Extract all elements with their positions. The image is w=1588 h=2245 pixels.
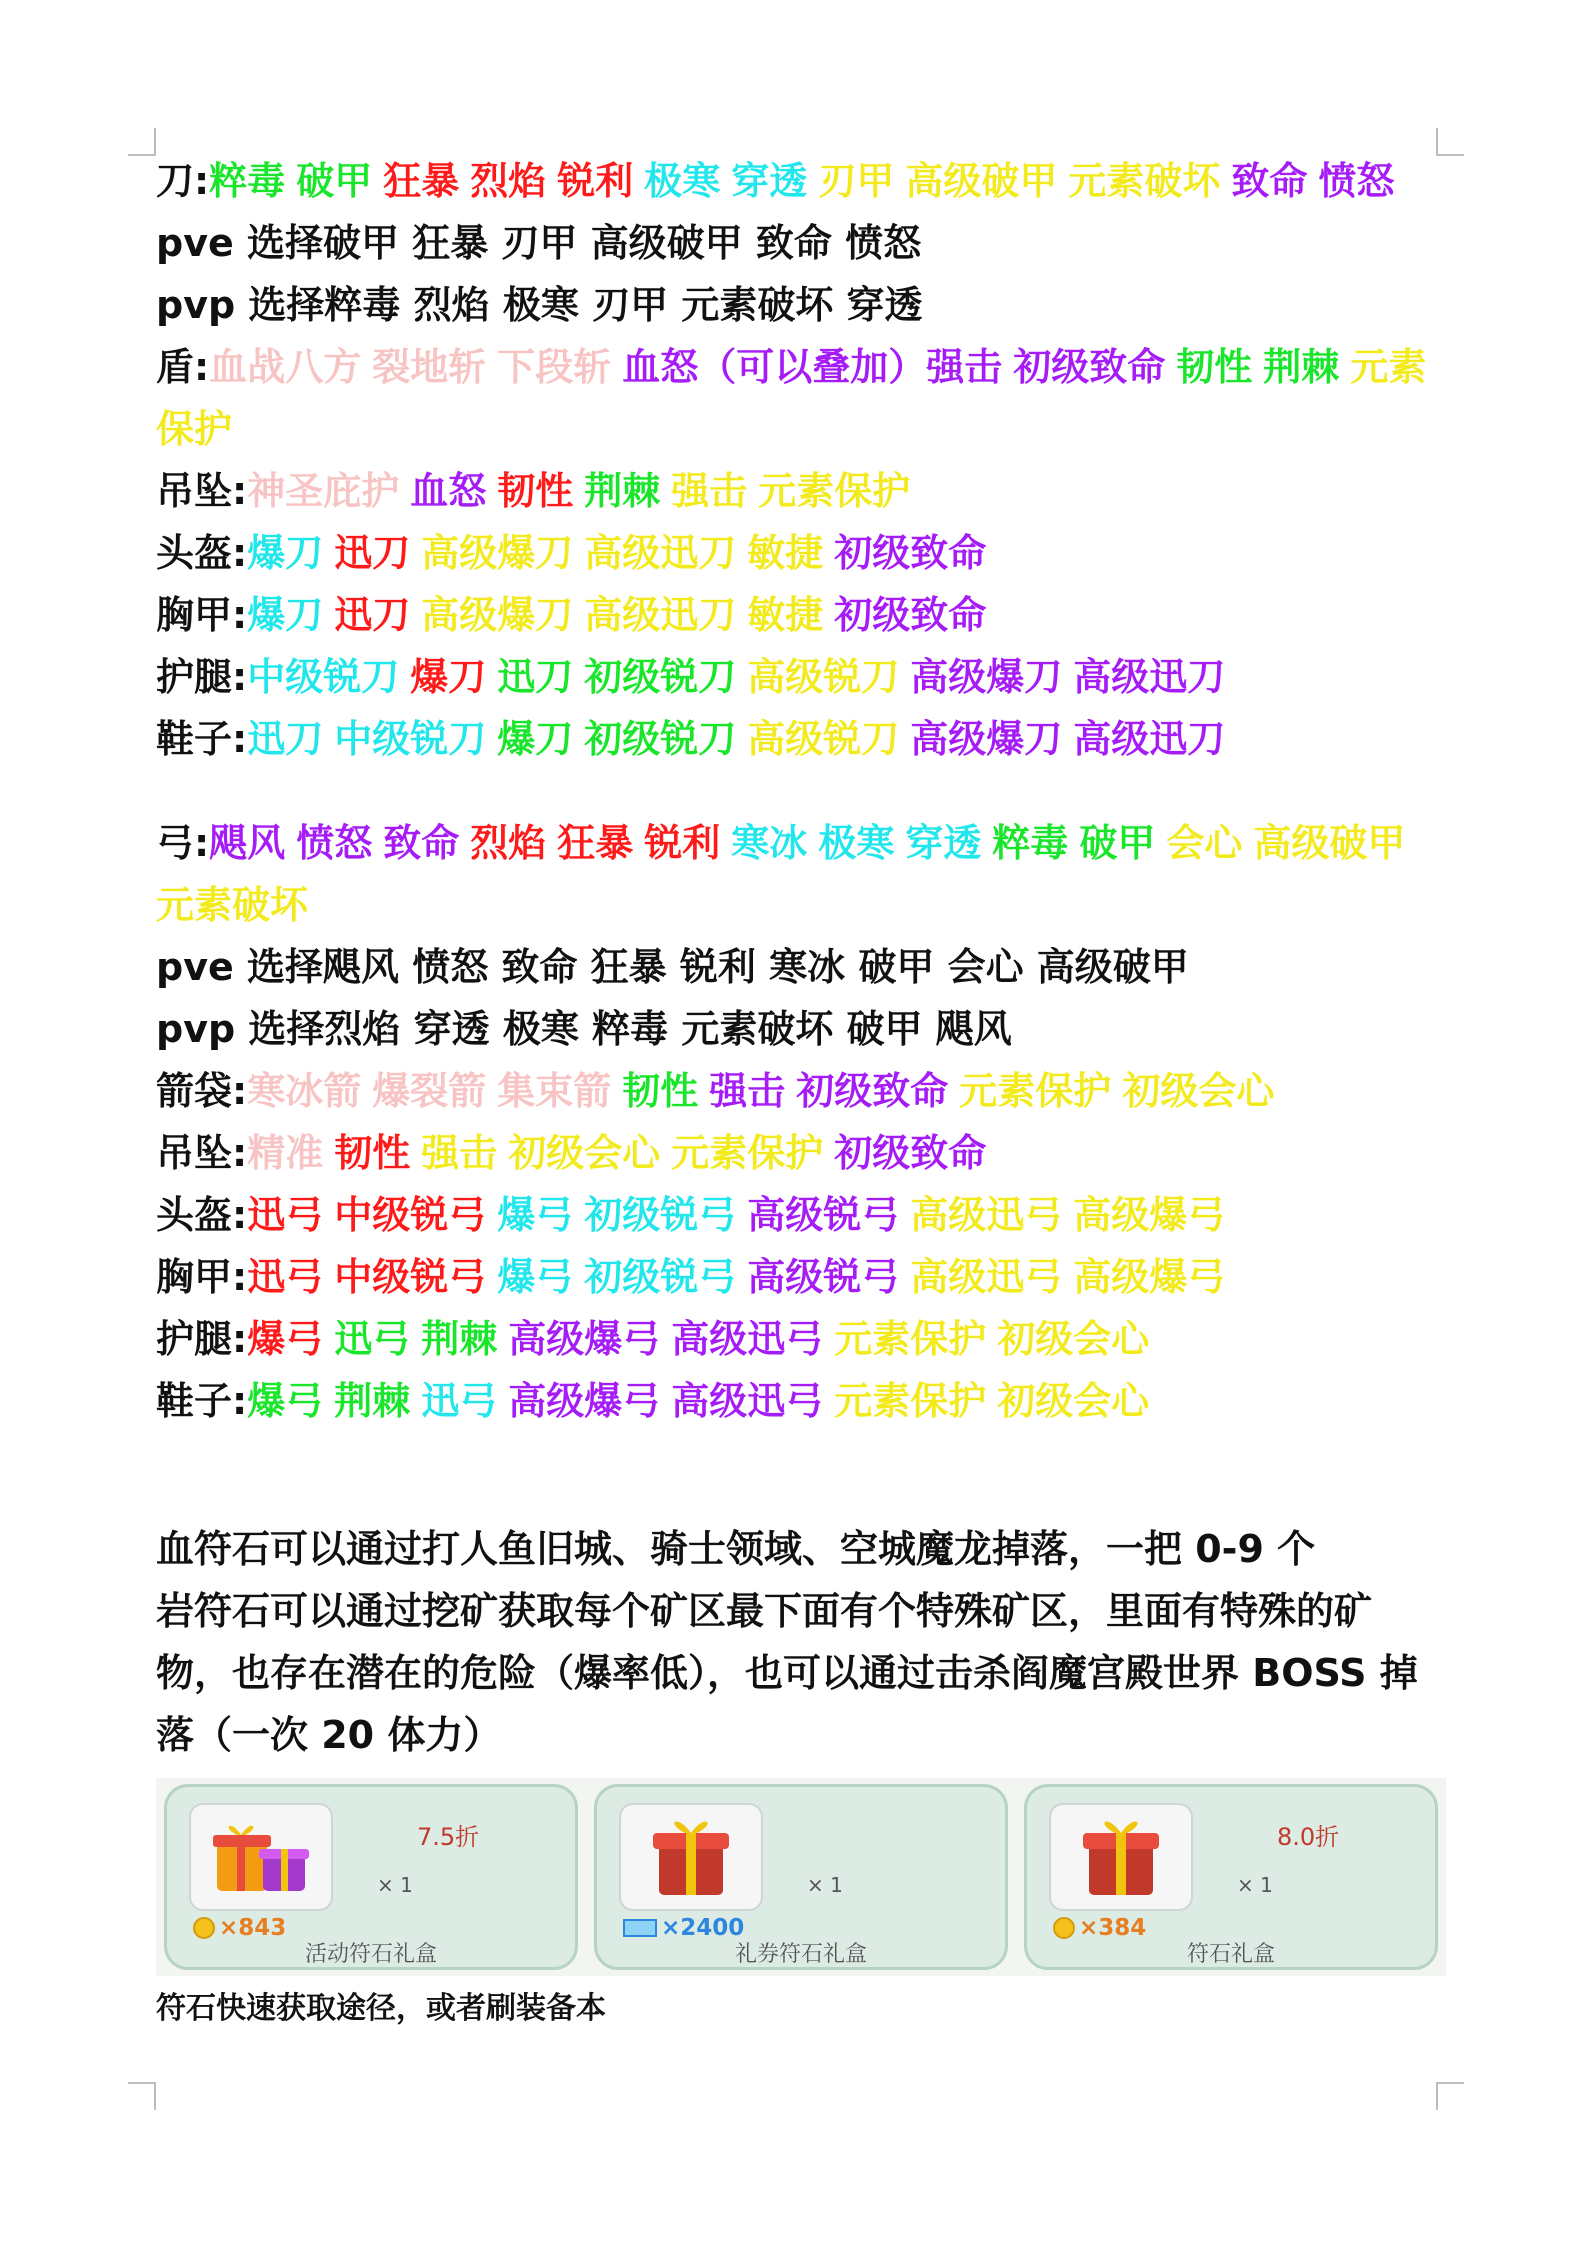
attribute-tag: 高级迅弓: [671, 1317, 824, 1361]
bow-main-line: [156, 812, 1446, 936]
attribute-tag: 初级致命: [834, 593, 987, 637]
attribute-tag: 荆棘: [421, 1317, 498, 1361]
attribute-tag: 破甲: [1079, 821, 1156, 865]
gear-line: [156, 1060, 1446, 1122]
attribute-tag: 血怒（可以叠加）强击: [622, 345, 1003, 389]
attribute-tag: 极寒: [818, 821, 895, 865]
shop-item-card[interactable]: [594, 1784, 1008, 1970]
product-name: 活动符石礼盒: [304, 1942, 437, 1967]
attribute-tag: 高级爆弓: [1073, 1255, 1226, 1299]
bow-section: [156, 812, 1446, 1432]
attribute-tag: 高级爆刀: [421, 593, 574, 637]
bow-pve-line: pve 选择飓风 愤怒 致命 狂暴 锐利 寒冰 破甲 会心 高级破甲: [156, 945, 1189, 989]
notes-section: [156, 1518, 1446, 1766]
attribute-tag: 高级爆弓: [1073, 1193, 1226, 1237]
attribute-tag: 荆棘: [584, 469, 661, 513]
attribute-tag: 爆刀: [247, 531, 324, 575]
attribute-tag: 元素破坏: [1068, 159, 1221, 203]
attribute-tag: 精准: [247, 1131, 324, 1175]
gear-line: [156, 1308, 1446, 1370]
attribute-tag: 初级锐刀: [584, 717, 737, 761]
attribute-tag: 高级迅刀: [1073, 655, 1226, 699]
attribute-tag: 初级会心: [997, 1317, 1150, 1361]
attribute-tag: 下段斩: [497, 345, 612, 389]
attribute-tag: 爆弓: [247, 1317, 324, 1361]
attribute-tag: 愤怒: [1318, 159, 1395, 203]
attribute-tag: 致命: [383, 821, 460, 865]
attribute-tag: 神圣庇护: [247, 469, 400, 513]
blade-pve-line: pve 选择破甲 狂暴 刃甲 高级破甲 致命 愤怒: [156, 221, 922, 265]
crop-mark-bottom-left: [128, 2082, 156, 2110]
crop-mark-top-left: [128, 128, 156, 156]
attribute-tag: 初级会心: [508, 1131, 661, 1175]
gear-line: [156, 1246, 1446, 1308]
attribute-tag: 荆棘: [1263, 345, 1340, 389]
quantity-label: × 1: [377, 1873, 413, 1897]
attribute-tag: 迅弓: [334, 1317, 411, 1361]
attribute-tag: 中级锐刀: [247, 655, 400, 699]
screenshot-caption: 符石快速获取途径，或者刷装备本: [156, 1991, 606, 2026]
attribute-tag: 韧性: [334, 1131, 411, 1175]
attribute-tag: 高级爆刀: [910, 655, 1063, 699]
attribute-tag: 爆刀: [410, 655, 487, 699]
note-rock-rune: 岩符石可以通过挖矿获取每个矿区最下面有个特殊矿区，里面有特殊的矿物，也存在潜在的危险（爆率低），也可以通过击杀阎魔宫殿世界 BOSS 掉落（一次 20 体力）: [156, 1589, 1418, 1757]
attribute-tag: 迅刀: [334, 531, 411, 575]
blade-gear-list: [156, 336, 1446, 770]
attribute-tag: 强击: [671, 469, 748, 513]
line-label: 头盔:: [156, 531, 248, 575]
attribute-tag: 高级爆刀: [421, 531, 574, 575]
line-label: 头盔:: [156, 1193, 248, 1237]
attribute-tag: 血战八方: [209, 345, 362, 389]
blade-main-line: [156, 150, 1446, 212]
attribute-tag: 高级爆刀: [910, 717, 1063, 761]
red-gift-box-icon: [1049, 1803, 1193, 1911]
attribute-tag: 高级锐弓: [747, 1193, 900, 1237]
attribute-tag: 爆弓: [247, 1379, 324, 1423]
bow-pvp-line: pvp 选择烈焰 穿透 极寒 粹毒 元素破坏 破甲 飓风: [156, 1007, 1012, 1051]
discount-label: 8.0折: [1277, 1823, 1340, 1851]
attribute-tag: 元素保护: [156, 345, 1427, 451]
attribute-tag: 高级锐刀: [747, 717, 900, 761]
attribute-tag: 元素破坏: [156, 883, 309, 927]
attribute-tag: 敏捷: [747, 531, 824, 575]
attribute-tag: 致命: [1231, 159, 1308, 203]
attribute-tag: 高级迅弓: [910, 1193, 1063, 1237]
attribute-tag: 高级爆弓: [508, 1379, 661, 1423]
bow-gear-list: [156, 1060, 1446, 1432]
attribute-tag: 敏捷: [747, 593, 824, 637]
price-value: ×2400: [661, 1915, 745, 1941]
attribute-tag: 会心: [1166, 821, 1243, 865]
blade-pvp-line: pvp 选择粹毒 烈焰 极寒 刃甲 元素破坏 穿透: [156, 283, 923, 327]
attribute-tag: 高级锐弓: [747, 1255, 900, 1299]
line-label: 鞋子:: [156, 1379, 248, 1423]
attribute-tag: 高级爆弓: [508, 1317, 661, 1361]
attribute-tag: 愤怒: [296, 821, 373, 865]
attribute-tag: 极寒: [644, 159, 721, 203]
attribute-tag: 迅弓: [247, 1193, 324, 1237]
attribute-tag: 高级锐刀: [747, 655, 900, 699]
attribute-tag: 狂暴: [557, 821, 634, 865]
line-label: 护腿:: [156, 655, 248, 699]
attribute-tag: 高级迅刀: [584, 531, 737, 575]
attribute-tag: 高级破甲: [905, 159, 1058, 203]
attribute-tag: 裂地斩: [372, 345, 487, 389]
ticket-icon: [623, 1919, 657, 1937]
line-label: 吊坠:: [156, 469, 248, 513]
attribute-tag: 初级会心: [1122, 1069, 1275, 1113]
product-name: 符石礼盒: [1186, 1942, 1275, 1967]
attribute-tag: 元素保护: [758, 469, 911, 513]
attribute-tag: 元素保护: [959, 1069, 1112, 1113]
attribute-tag: 爆刀: [247, 593, 324, 637]
attribute-tag: 迅刀: [247, 717, 324, 761]
attribute-tag: 粹毒: [992, 821, 1069, 865]
attribute-tag: 初级致命: [834, 531, 987, 575]
attribute-tag: 爆弓: [497, 1193, 574, 1237]
document-body: [156, 150, 1446, 2034]
attribute-tag: 粹毒: [209, 159, 286, 203]
attribute-tag: 韧性: [622, 1069, 699, 1113]
quantity-label: × 1: [807, 1873, 843, 1897]
attribute-tag: 狂暴: [383, 159, 460, 203]
line-label: 箭袋:: [156, 1069, 248, 1113]
attribute-tag: 元素保护: [834, 1317, 987, 1361]
attribute-tag: 初级会心: [997, 1379, 1150, 1423]
attribute-tag: 韧性: [497, 469, 574, 513]
attribute-tag: 强击: [421, 1131, 498, 1175]
attribute-tag: 迅弓: [247, 1255, 324, 1299]
attribute-tag: 初级致命: [1013, 345, 1166, 389]
line-label: 鞋子:: [156, 717, 248, 761]
attribute-tag: 烈焰: [470, 821, 547, 865]
line-label: 刀:: [156, 159, 210, 203]
attribute-tag: 初级致命: [796, 1069, 949, 1113]
attribute-tag: 高级迅刀: [584, 593, 737, 637]
price-value: ×384: [1079, 1915, 1147, 1941]
shop-item-card[interactable]: [164, 1784, 578, 1970]
attribute-tag: 飓风: [209, 821, 286, 865]
attribute-tag: 穿透: [731, 159, 808, 203]
colorful-gift-boxes-icon: [189, 1803, 333, 1911]
gear-line: [156, 708, 1446, 770]
attribute-tag: 集束箭: [497, 1069, 612, 1113]
attribute-tag: 锐利: [557, 159, 634, 203]
attribute-tag: 中级锐弓: [334, 1193, 487, 1237]
attribute-tag: 高级破甲: [1253, 821, 1406, 865]
gear-line: [156, 584, 1446, 646]
attribute-tag: 烈焰: [470, 159, 547, 203]
gear-line: [156, 522, 1446, 584]
attribute-tag: 初级锐刀: [584, 655, 737, 699]
red-gift-box-icon: [619, 1803, 763, 1911]
attribute-tag: 初级锐弓: [584, 1255, 737, 1299]
attribute-tag: 高级迅弓: [671, 1379, 824, 1423]
quantity-label: × 1: [1237, 1873, 1273, 1897]
attribute-tag: 破甲: [296, 159, 373, 203]
line-label: 盾:: [156, 345, 210, 389]
line-label: 胸甲:: [156, 1255, 248, 1299]
attribute-tag: 初级锐弓: [584, 1193, 737, 1237]
attribute-tag: 血怒: [410, 469, 487, 513]
line-label: 胸甲:: [156, 593, 248, 637]
attribute-tag: 荆棘: [334, 1379, 411, 1423]
coin-icon: [193, 1917, 215, 1939]
blade-section: [156, 150, 1446, 770]
attribute-tag: 元素保护: [671, 1131, 824, 1175]
shop-screenshot: [156, 1778, 1446, 1976]
attribute-tag: 迅刀: [497, 655, 574, 699]
price-value: ×843: [219, 1915, 287, 1941]
note-blood-rune: 血符石可以通过打人鱼旧城、骑士领域、空城魔龙掉落，一把 0-9 个: [156, 1527, 1316, 1571]
attribute-tag: 中级锐刀: [334, 717, 487, 761]
shop-item-card[interactable]: [1024, 1784, 1438, 1970]
gear-line: [156, 1122, 1446, 1184]
line-label: 弓:: [156, 821, 210, 865]
attribute-tag: 迅弓: [421, 1379, 498, 1423]
gear-line: [156, 336, 1446, 460]
attribute-tag: 锐利: [644, 821, 721, 865]
gear-line: [156, 460, 1446, 522]
gear-line: [156, 1184, 1446, 1246]
attribute-tag: 爆刀: [497, 717, 574, 761]
attribute-tag: 高级迅刀: [1073, 717, 1226, 761]
attribute-tag: 寒冰: [731, 821, 808, 865]
attribute-tag: 寒冰箭: [247, 1069, 362, 1113]
product-name: 礼券符石礼盒: [734, 1942, 867, 1967]
line-label: 吊坠:: [156, 1131, 248, 1175]
attribute-tag: 爆弓: [497, 1255, 574, 1299]
attribute-tag: 爆裂箭: [372, 1069, 487, 1113]
attribute-tag: 刃甲: [818, 159, 895, 203]
discount-label: 7.5折: [417, 1823, 480, 1851]
attribute-tag: 高级迅弓: [910, 1255, 1063, 1299]
gear-line: [156, 646, 1446, 708]
attribute-tag: 中级锐弓: [334, 1255, 487, 1299]
gear-line: [156, 1370, 1446, 1432]
attribute-tag: 初级致命: [834, 1131, 987, 1175]
attribute-tag: 元素保护: [834, 1379, 987, 1423]
attribute-tag: 强击: [709, 1069, 786, 1113]
coin-icon: [1053, 1917, 1075, 1939]
attribute-tag: 迅刀: [334, 593, 411, 637]
attribute-tag: 韧性: [1176, 345, 1253, 389]
attribute-tag: 穿透: [905, 821, 982, 865]
crop-mark-bottom-right: [1436, 2082, 1464, 2110]
line-label: 护腿:: [156, 1317, 248, 1361]
